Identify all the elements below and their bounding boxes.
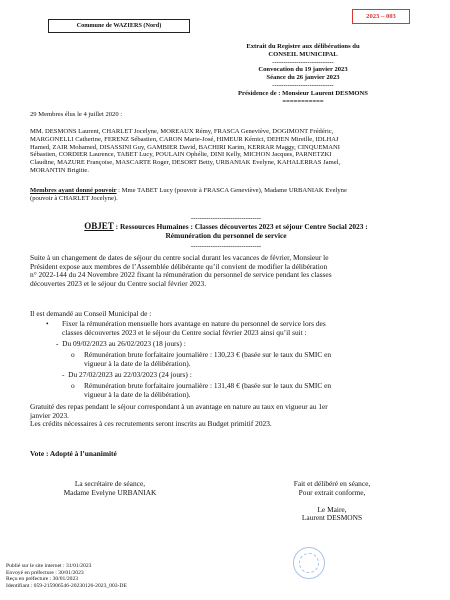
- members-line: MORANTIN Brigitte.: [30, 166, 89, 174]
- signature-secretary: [40, 480, 180, 497]
- header-separator-2: ----------------------------: [272, 81, 334, 89]
- proxy-section: [30, 187, 430, 203]
- body-line: Président expose aux membres de l’Assemblée délibérante qu’il convient de modifier la délibération: [30, 261, 328, 271]
- signature-line: Laurent DESMONS: [301, 513, 363, 523]
- signature-mayor: [262, 480, 402, 523]
- proxy-line-2: (pouvoir à CHARLET Jocelyne).: [30, 194, 118, 202]
- proxy-label: Membres ayant donné pouvoir: [30, 187, 117, 194]
- header-line-1: Extrait du Registre aux délibérations du: [246, 43, 360, 50]
- pay-line: vigueur à la date de la délibération).: [84, 358, 191, 368]
- period-2-text: Du 27/02/2023 au 22/03/2023 (24 jours) :: [68, 370, 192, 379]
- dash-marker: -: [56, 339, 63, 348]
- signature-line: Le Maire,: [317, 504, 347, 514]
- objet-line-1: : Ressources Humaines : Classes découvertes 2023 et séjour Centre Social 2023 :: [113, 222, 368, 231]
- header-line-2: CONSEIL MUNICIPAL: [268, 50, 338, 58]
- pay-line: Rémunération brute forfaitaire journalière : 130,23 € (basée sur le taux du SMIC en: [84, 350, 332, 359]
- objet-block: [30, 222, 422, 240]
- members-line: MM. DESMONS Laurent, CHARLET Jocelyne, MOREAUX Rémy, FRASCA Geneviève, DOGIMONT Frédéric,: [30, 128, 334, 135]
- body-paragraph-3: [30, 403, 430, 429]
- body-line: découvertes 2023 et le séjour du Centre social février 2023.: [30, 278, 207, 288]
- separator-after-objet: --------------------------------: [190, 243, 262, 250]
- period-1-text: Du 09/02/2023 au 26/02/2023 (18 jours) :: [62, 339, 186, 348]
- signature-line: Pour extrait conforme,: [298, 487, 366, 497]
- vote-result: Vote : Adopté à l’unanimité: [30, 449, 117, 458]
- separator-before-objet: --------------------------------: [190, 215, 262, 222]
- body-paragraph-2: Il est demandé au Conseil Municipal de :: [30, 309, 152, 318]
- proxy-line-1: : Mme TABET Lucy (pouvoir à FRASCA Geneviève), Madame URBANIAK Evelyne: [116, 187, 347, 194]
- signature-line: Madame Evelyne URBANIAK: [63, 487, 157, 497]
- circle-bullet-icon: o: [71, 350, 75, 359]
- body-line: Suite à un changement de dates de séjour du centre social durant les vacances de février, Monsieur le: [30, 253, 329, 262]
- dash-marker: -: [62, 370, 69, 379]
- signature-line: La secrétaire de séance,: [74, 479, 146, 488]
- header-line-3: Convocation du 19 janvier 2023: [258, 66, 348, 74]
- period-2: [62, 371, 192, 380]
- members-line: MARGONELLI Catherine, FERENZ Sébastien, CARON Marie-José, HIMEUR Kémici, DEHEN Mireille, IDLHAJ: [30, 135, 339, 143]
- footer-line: Envoyé en préfecture : 30/01/2023: [6, 569, 84, 576]
- register-extract-header: [208, 43, 398, 105]
- header-separator-1: ----------------------------: [272, 58, 334, 66]
- members-line: Hamed, ZAIR Mohamed, DISASSINI Guy, GAMBIER David, BACHIRI Karim, KERRAR Maggy, CINQUEMANI: [30, 143, 340, 151]
- pay-line: Rémunération brute forfaitaire journalière : 131,48 € (basée sur le taux du SMIC en: [84, 381, 332, 390]
- footer-line: Identifiant : 059-215906546-20230126-2023_003-DE: [6, 582, 127, 589]
- bullet-remuneration: [62, 320, 432, 337]
- bullet-line: Fixer la rémunération mensuelle hors avantage en nature du personnel de service lors des: [62, 319, 326, 328]
- bullet-marker: •: [46, 319, 49, 328]
- footer-line: Publié sur le site internet : 31/01/2023: [6, 563, 92, 569]
- members-intro: 29 Membres élus le 4 juillet 2020 :: [30, 111, 123, 118]
- members-line: Claudine, MAZURE Françoise, MASCARTE Roger, DESORT Betty, URBANIAK Evelyne, KAHALERRAS Jamel,: [30, 159, 341, 167]
- body-line: n° 2022-144 du 24 Novembre 2022 fixant la rémunération du personnel de service pendant les classes: [30, 270, 332, 280]
- objet-label: OBJET: [84, 221, 114, 231]
- pay-line: vigueur à la date de la délibération).: [84, 389, 191, 399]
- circle-bullet-icon: o: [71, 381, 75, 390]
- body-line: Les crédits nécessaires à ces recrutements seront inscrits au Budget primitif 2023.: [30, 419, 272, 429]
- period-1: [56, 340, 186, 349]
- body-paragraph-1: [30, 254, 430, 288]
- objet-line-2: Rémunération du personnel de service: [165, 230, 287, 240]
- bullet-line: classes découvertes 2023 et le séjour du Centre social février 2023 ainsi qu’il suit :: [62, 327, 307, 337]
- members-list: [30, 128, 430, 175]
- body-line: Gratuité des repas pendant le séjour correspondant à un avantage en nature au taux en vigueur au 1er: [30, 402, 328, 411]
- members-line: Sébastien, CORDIER Laurence, TABET Lucy, POULAIN Ophélie, DINI Kelly, MICHON Jacques, PARNETZKI: [30, 151, 332, 159]
- footer-line: Reçu en préfecture : 30/01/2023: [6, 576, 79, 583]
- header-line-5: Présidence de : Monsieur Laurent DESMONS: [238, 89, 368, 97]
- body-line: janvier 2023.: [30, 410, 69, 420]
- signature-line: Fait et délibéré en séance,: [293, 479, 371, 488]
- pay-rate-1: [84, 351, 424, 368]
- header-line-4: Séance du 26 janvier 2023: [266, 74, 340, 82]
- reference-number-box: 2023 – 003: [352, 9, 410, 24]
- header-separator-3: ===========: [282, 97, 324, 105]
- municipal-seal-icon: [293, 547, 325, 579]
- pay-rate-2: [84, 382, 424, 399]
- commune-box: Commune de WAZIERS (Nord): [48, 19, 190, 33]
- footer-publication-info: [6, 563, 226, 589]
